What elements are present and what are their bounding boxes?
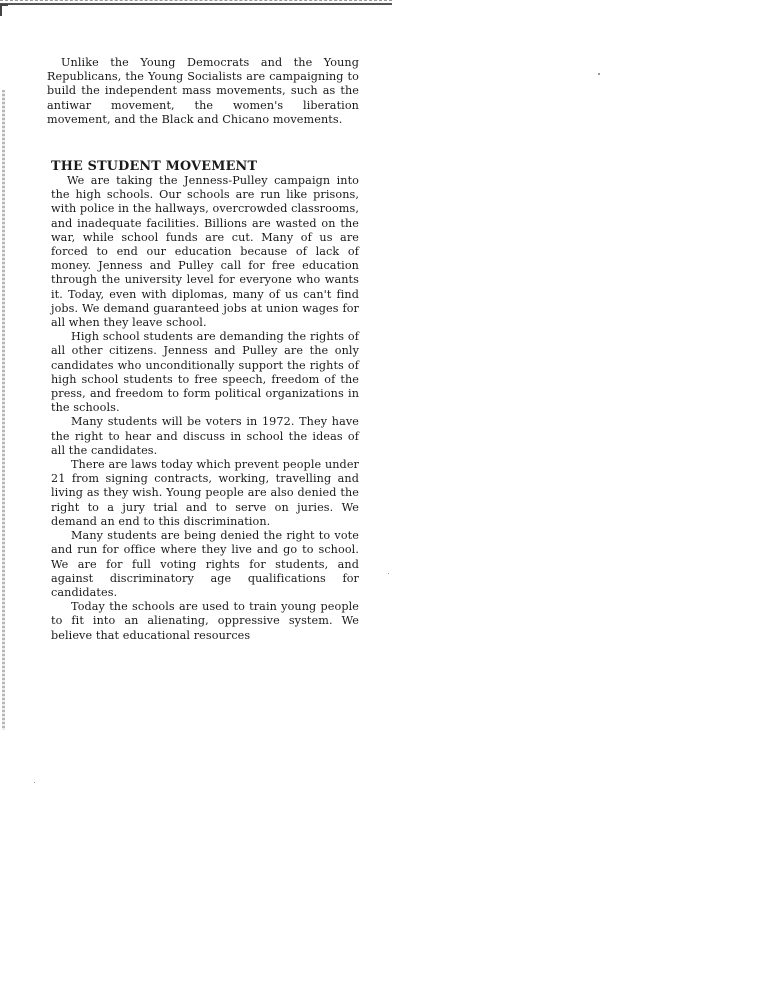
page-corner-mark [0, 4, 8, 16]
body-paragraph: Today the schools are used to train young people to fit into an alienating, oppressive system. We believe that educational resources [51, 600, 359, 642]
scan-speck [34, 782, 35, 783]
body-paragraph: Many students will be voters in 1972. They have the right to hear and discuss in school the ideas of all the candidates. [51, 415, 359, 457]
text-column [47, 56, 359, 643]
body-paragraph: High school students are demanding the rights of all other citizens. Jenness and Pulley are the only candidates who unconditionally support the rights of high school students to free speech, freedom of the press, and freedom to form political organizations in the schools. [51, 330, 359, 415]
scan-speck [598, 73, 600, 75]
scan-speck [388, 573, 389, 574]
intro-paragraph: Unlike the Young Democrats and the Young Republicans, the Young Socialists are campaigning to build the independent mass movements, such as the antiwar movement, the women's liberation movement, and the Black and Chicano movements. [47, 56, 359, 126]
body-paragraph: We are taking the Jenness-Pulley campaign into the high schools. Our schools are run like prisons, with police in the hallways, overcrowded classrooms, and inadequate facilities. Billions are wasted on the war, while school funds are cut. Many of us are forced to end our education because of lack of money. Jenness and Pulley call for free education through the university level for everyone who wants it. Today, even with diplomas, many of us can't find jobs. We demand guaranteed jobs at union wages for all when they leave school. [51, 174, 359, 330]
scan-left-edge [2, 90, 5, 730]
top-rule [0, 3, 392, 5]
section-heading: THE STUDENT MOVEMENT [51, 159, 258, 175]
body-paragraph: Many students are being denied the right to vote and run for office where they live and go to school. We are for full voting rights for students, and against discriminatory age qualifications for candidates. [51, 529, 359, 599]
body-paragraph: There are laws today which prevent people under 21 from signing contracts, working, travelling and living as they wish. Young people are also denied the right to a jury trial and to serve on juries. We demand an end to this discrimination. [51, 458, 359, 528]
section-body [51, 174, 359, 643]
